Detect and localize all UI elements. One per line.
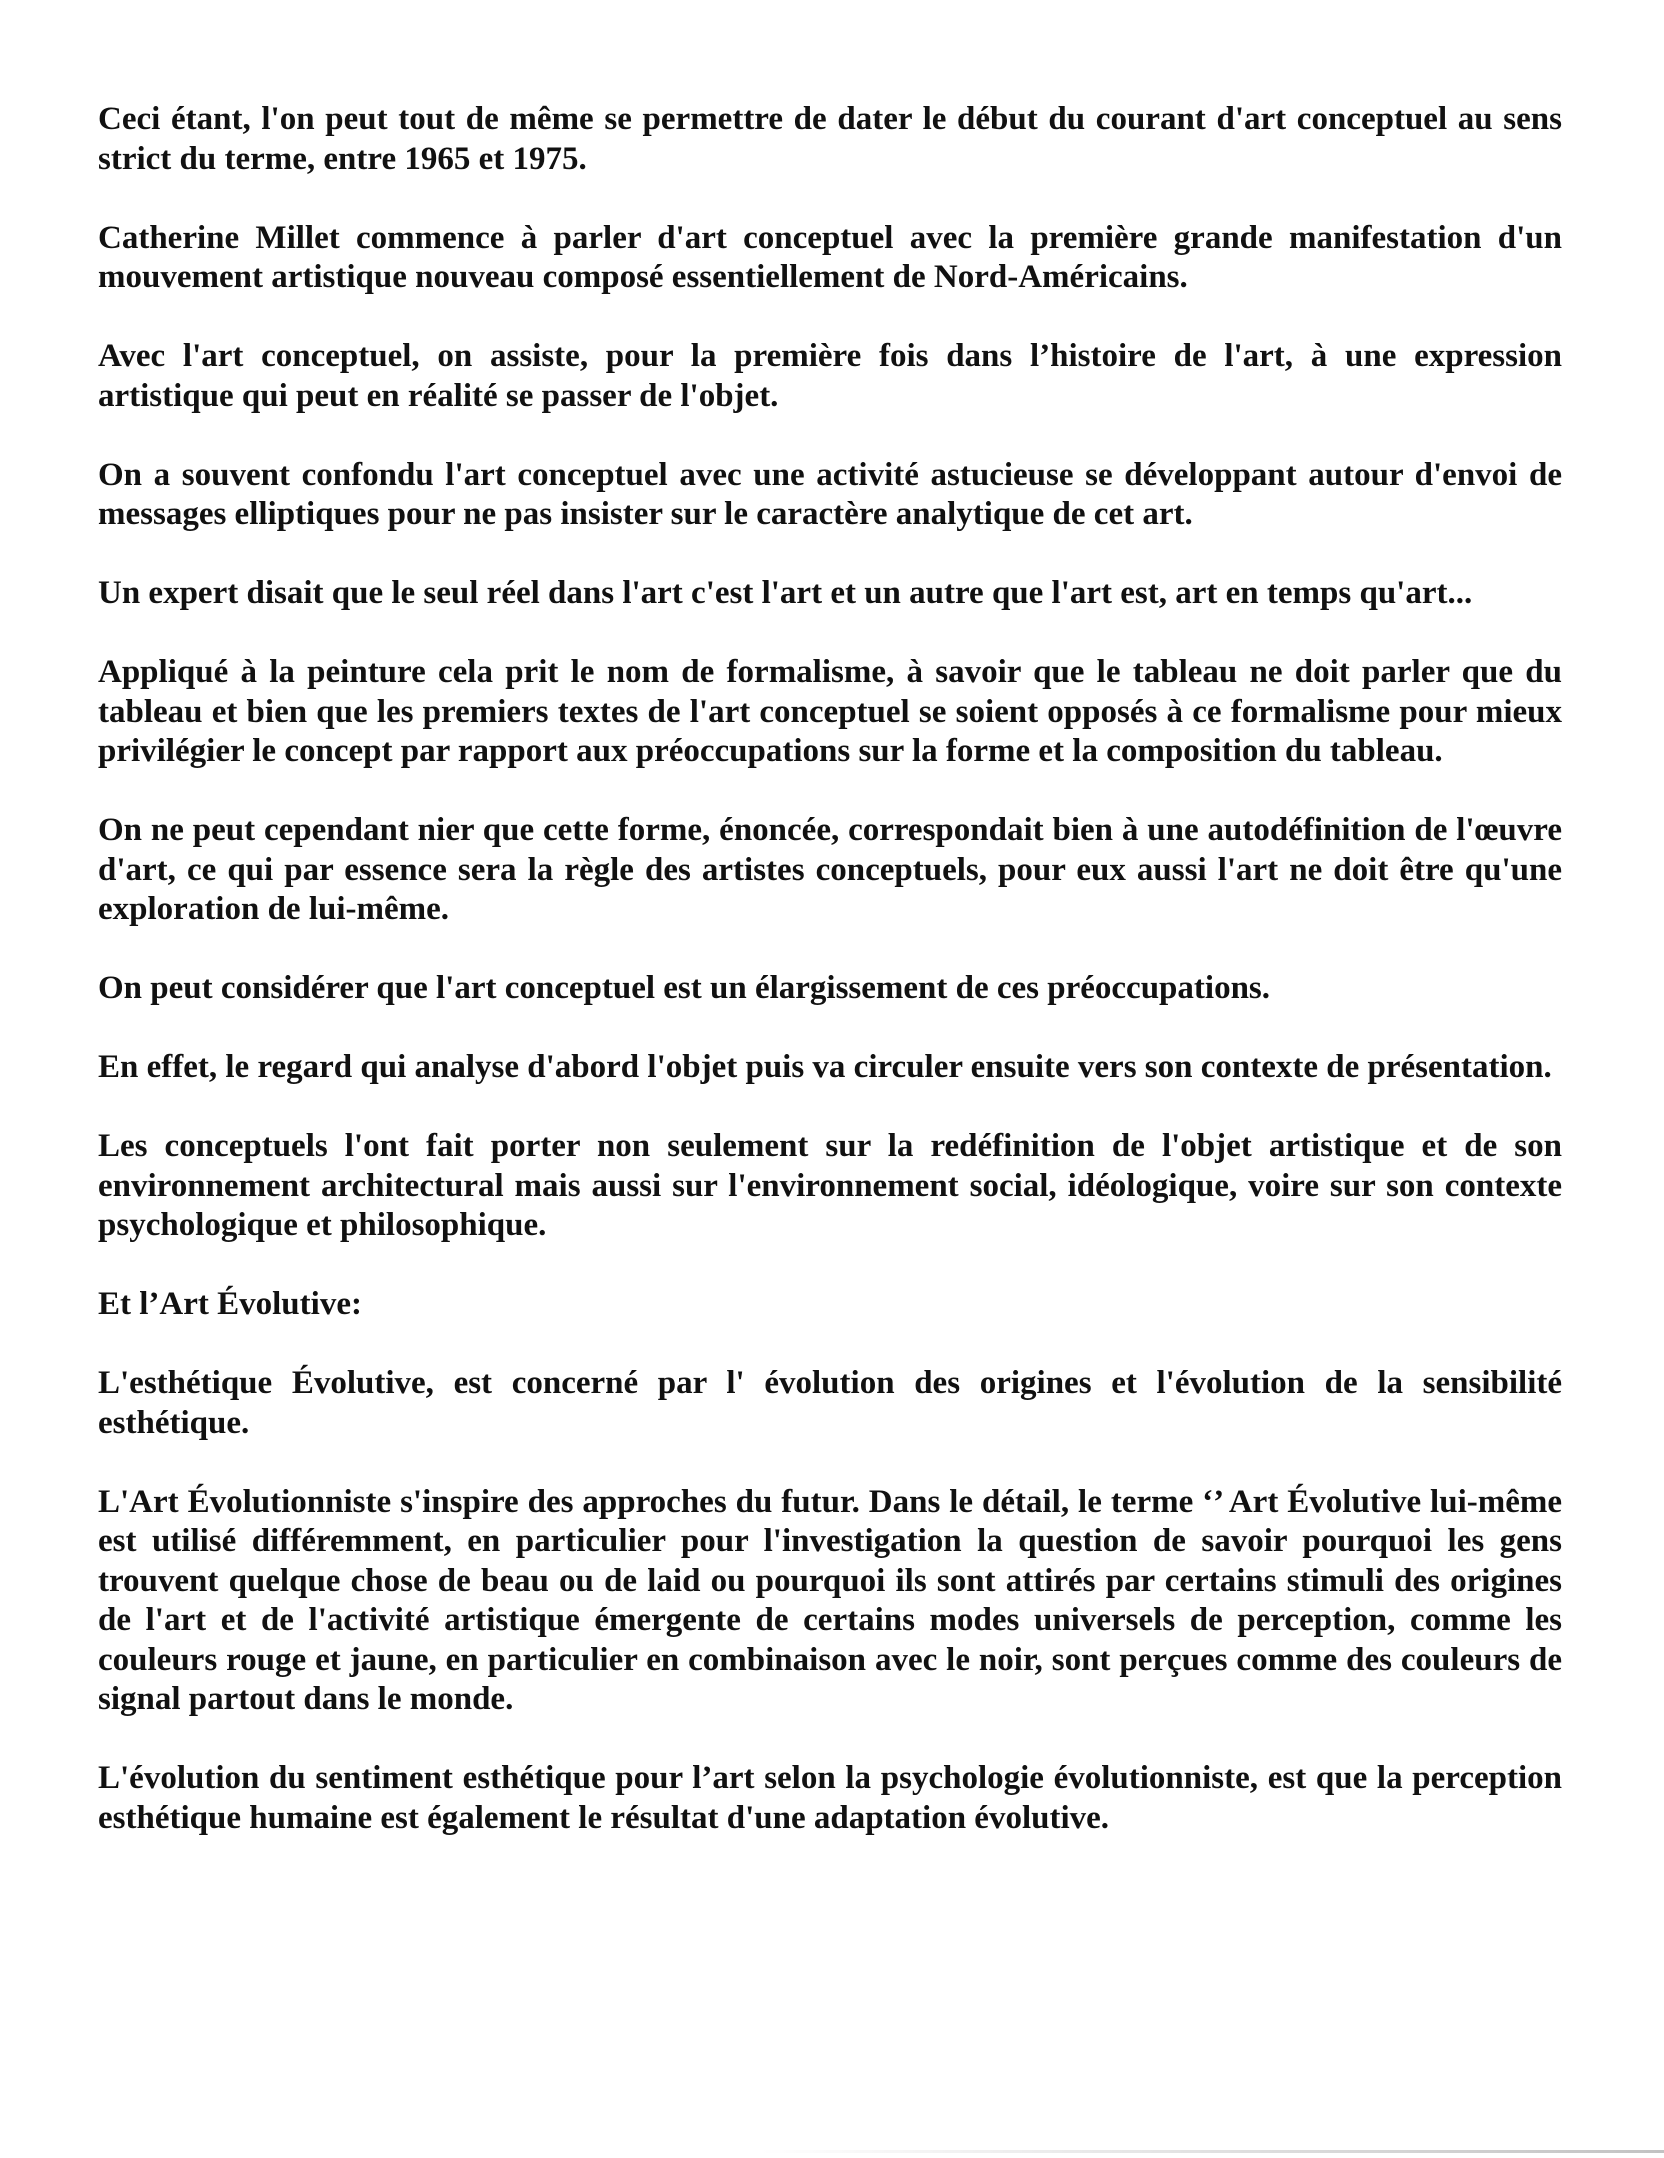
paragraph-expert: Un expert disait que le seul réel dans l'art c'est l'art et un autre que l'art est, art en temps qu'art... <box>98 575 1473 611</box>
paragraph-autodefinition: On ne peut cependant nier que cette forme, énoncée, correspondait bien à une autodéfinition de l'œuvre d'art, ce qui par essence sera la règle des artistes conceptuels, pour eux aussi l'art ne doit être qu'une exploration de lui-même. <box>98 812 1562 927</box>
scan-edge-line <box>760 2150 1664 2153</box>
paragraph-conceptuels: Les conceptuels l'ont fait porter non seulement sur la redéfinition de l'objet artistique et de son environnement architectural mais aussi sur l'environnement social, idéologique, voire sur son contexte psychologique et philosophique. <box>98 1128 1562 1243</box>
paragraph-sentiment-esthetique: L'évolution du sentiment esthétique pour l’art selon la psychologie évolutionniste, est que la perception esthétique humaine est également le résultat d'une adaptation évolutive. <box>98 1760 1562 1836</box>
document-body <box>98 100 1562 1878</box>
paragraph-enlargement: On peut considérer que l'art conceptuel est un élargissement de ces préoccupations. <box>98 970 1271 1006</box>
paragraph-art-evolutionniste: L'Art Évolutionniste s'inspire des approches du futur. Dans le détail, le terme ‘’ Art Évolutive lui-même est utilisé différemment, en particulier pour l'investigation la question de savoir pourquoi les gens trouvent quelque chose de beau ou de laid ou pourquoi ils sont attirés par certains stimuli des origines de l'art et de l'activité artistique émergente de certains modes universels de perception, comme les couleurs rouge et jaune, en particulier en combinaison avec le noir, sont perçues comme des couleurs de signal partout dans le monde. <box>98 1483 1562 1717</box>
paragraph-regard: En effet, le regard qui analyse d'abord l'objet puis va circuler ensuite vers son contexte de présentation. <box>98 1049 1552 1085</box>
section-heading-art-evolutive: Et l’Art Évolutive: <box>98 1286 362 1322</box>
paragraph-catherine-millet: Catherine Millet commence à parler d'art conceptuel avec la première grande manifestation d'un mouvement artistique nouveau composé essentiellement de Nord-Américains. <box>98 219 1562 295</box>
paragraph-expression-without-object: Avec l'art conceptuel, on assiste, pour la première fois dans l’histoire de l'art, à une expression artistique qui peut en réalité se passer de l'objet. <box>98 338 1562 414</box>
paragraph-esthetique-evolutive: L'esthétique Évolutive, est concerné par l' évolution des origines et l'évolution de la sensibilité esthétique. <box>98 1365 1562 1441</box>
paragraph-formalism: Appliqué à la peinture cela prit le nom de formalisme, à savoir que le tableau ne doit parler que du tableau et bien que les premiers textes de l'art conceptuel se soient opposés à ce formalisme pour mieux privilégier le concept par rapport aux préoccupations sur la forme et la composition du tableau. <box>98 654 1562 769</box>
paragraph-confusion: On a souvent confondu l'art conceptuel avec une activité astucieuse se développant autour d'envoi de messages elliptiques pour ne pas insister sur le caractère analytique de cet art. <box>98 456 1562 532</box>
paragraph-dating: Ceci étant, l'on peut tout de même se permettre de dater le début du courant d'art conceptuel au sens strict du terme, entre 1965 et 1975. <box>98 101 1562 177</box>
